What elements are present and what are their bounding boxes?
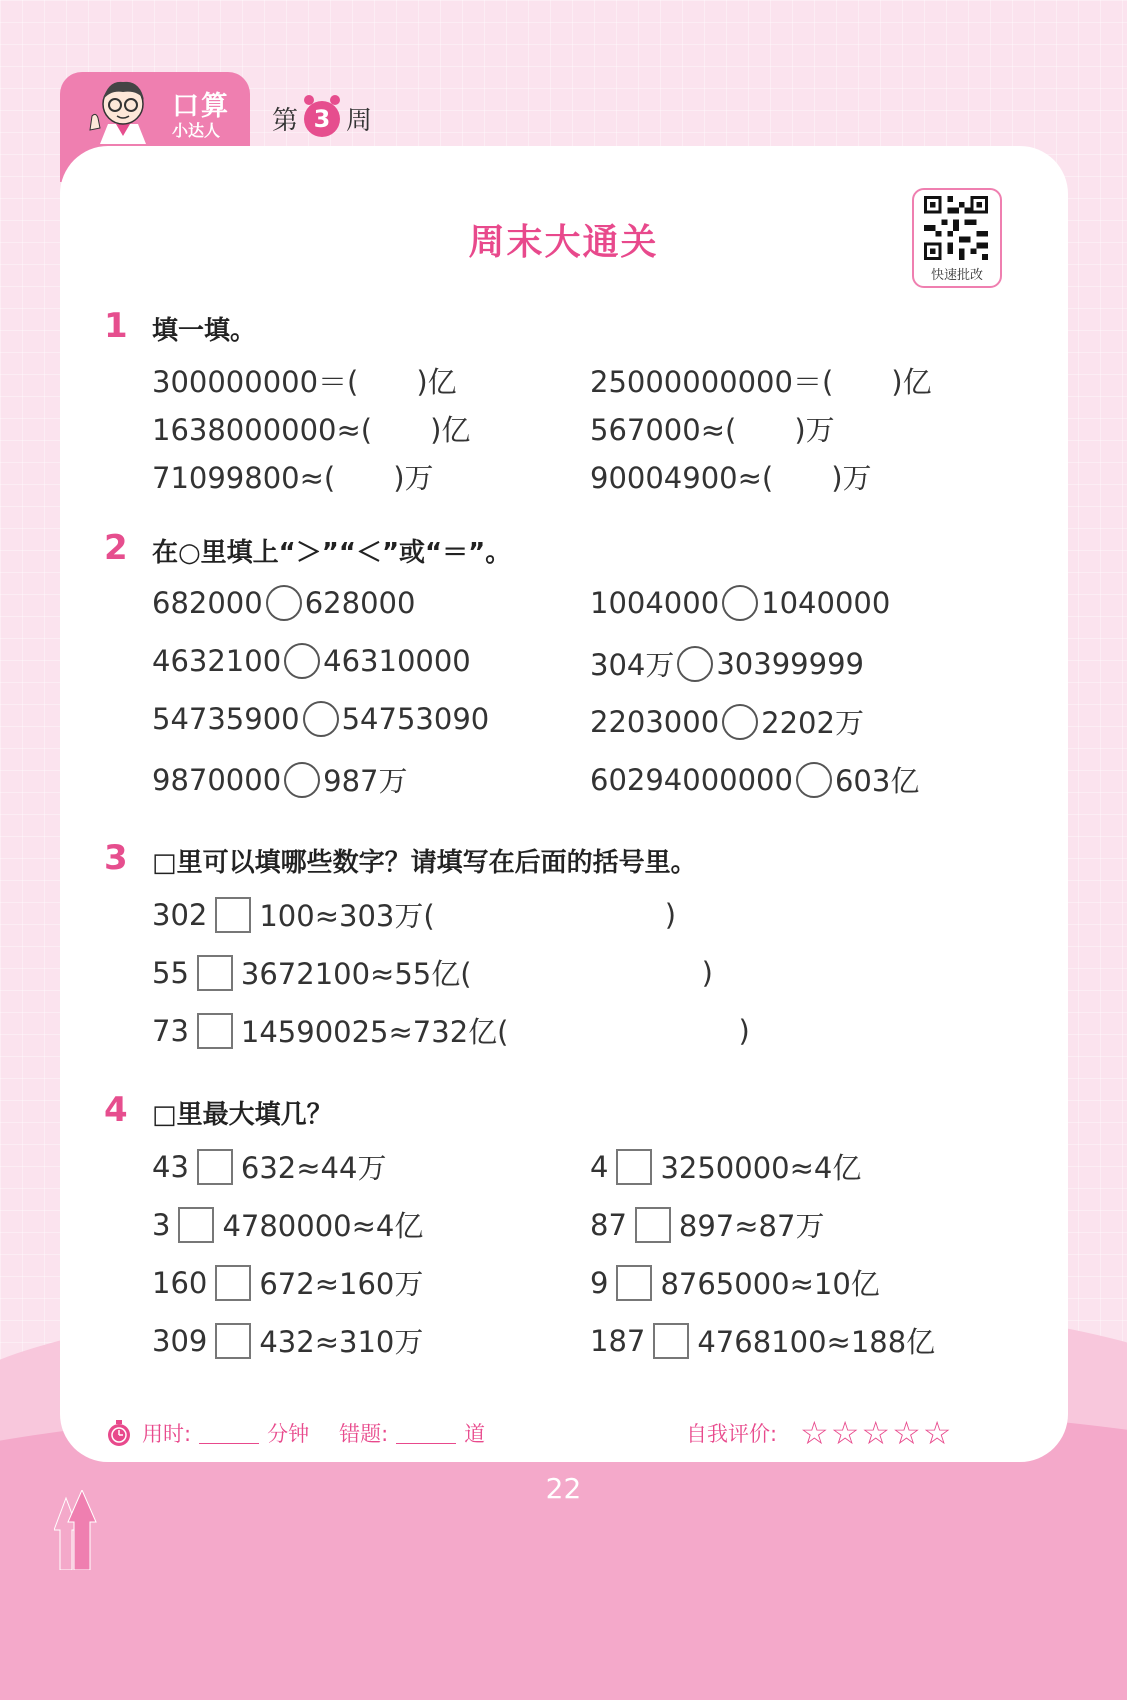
arrow-decoration-icon [54, 1490, 98, 1570]
prefix-digits: 160 [152, 1265, 208, 1300]
right-value: 30399999 [716, 646, 864, 681]
prefix-digits: 87 [590, 1207, 627, 1242]
compare-circle[interactable] [284, 643, 320, 679]
compare-circle[interactable] [722, 704, 758, 740]
max-digit-item [590, 1262, 880, 1303]
compare-circle[interactable] [677, 646, 713, 682]
prefix-digits: 9 [590, 1265, 609, 1300]
week-prefix: 第 [272, 106, 299, 136]
right-value: 987万 [323, 764, 408, 798]
digit-box[interactable] [197, 955, 233, 991]
prefix-digits: 3 [152, 1207, 171, 1242]
suffix-expression: 632≈44万 [240, 1151, 387, 1185]
left-value: 60294000000 [590, 762, 793, 797]
compare-item [590, 759, 919, 800]
digit-box[interactable] [616, 1265, 652, 1301]
suffix-expression: 100≈303万( [259, 899, 435, 933]
prefix-digits: 43 [152, 1149, 189, 1184]
right-value: 54753090 [341, 702, 490, 736]
fill-item: 71099800≈( )万 [152, 461, 434, 495]
digit-box[interactable] [197, 1013, 233, 1049]
digit-box[interactable] [653, 1323, 689, 1359]
compare-circle[interactable] [266, 585, 302, 621]
suffix-expression: 8765000≈10亿 [660, 1267, 880, 1301]
right-value: 603亿 [834, 764, 920, 798]
fill-item: 300000000＝( )亿 [152, 365, 457, 399]
digit-range-item [152, 1010, 750, 1051]
suffix-expression: 3672100≈55亿( [240, 957, 472, 991]
prefix-digits: 55 [152, 955, 189, 990]
fill-item: 567000≈( )万 [590, 413, 835, 447]
digit-box[interactable] [635, 1207, 671, 1243]
section-4-instruction: □里最大填几？ [152, 1100, 333, 1130]
qr-caption: 快速批改 [930, 268, 983, 283]
week-number-badge: 3 [304, 101, 340, 137]
section-2-number: 2 [104, 528, 128, 568]
time-unit: 分钟 [267, 1422, 310, 1446]
week-suffix: 周 [346, 106, 373, 136]
prefix-digits: 302 [152, 897, 208, 932]
error-unit: 道 [464, 1422, 486, 1446]
compare-item [590, 643, 864, 684]
digit-box[interactable] [197, 1149, 233, 1185]
page-number: 22 [545, 1472, 582, 1505]
week-label [272, 100, 372, 137]
suffix-expression: 4768100≈188亿 [697, 1325, 936, 1359]
stopwatch-icon [104, 1418, 134, 1448]
suffix-expression: 3250000≈4亿 [660, 1151, 862, 1185]
right-value: 1040000 [761, 586, 891, 620]
left-value: 54735900 [152, 702, 300, 736]
compare-item [590, 585, 890, 621]
compare-item [152, 701, 489, 737]
digit-box[interactable] [215, 1265, 251, 1301]
error-label: 错题: [339, 1422, 389, 1446]
section-2-instruction: 在○里填上“＞”“＜”或“＝”。 [152, 538, 512, 568]
digit-box[interactable] [178, 1207, 214, 1243]
qr-code-icon [923, 196, 989, 260]
time-blank[interactable] [199, 1423, 259, 1444]
fill-item: 90004900≈( )万 [590, 461, 872, 495]
tab-title: 口算 [172, 91, 230, 122]
left-value: 4632100 [152, 644, 282, 678]
right-value: 46310000 [323, 644, 471, 678]
left-value: 9870000 [152, 762, 282, 797]
prefix-digits: 4 [590, 1149, 609, 1184]
left-value: 682000 [152, 586, 263, 620]
self-rating [686, 1418, 777, 1448]
prefix-digits: 187 [590, 1323, 646, 1358]
right-value: 2202万 [761, 706, 864, 740]
rating-label: 自我评价: [686, 1422, 778, 1446]
left-value: 304万 [590, 648, 675, 682]
max-digit-item [152, 1262, 423, 1303]
max-digit-item [152, 1204, 423, 1245]
compare-item [152, 643, 471, 679]
qr-code[interactable] [912, 188, 1002, 288]
section-4-number: 4 [104, 1090, 128, 1130]
max-digit-item [590, 1320, 935, 1361]
tab-subtitle: 小达人 [172, 121, 221, 140]
error-blank[interactable] [396, 1423, 456, 1444]
left-value: 1004000 [590, 586, 720, 620]
fill-item: 25000000000＝( )亿 [590, 365, 932, 399]
digit-box[interactable] [215, 1323, 251, 1359]
compare-item [152, 759, 408, 800]
max-digit-item [152, 1146, 386, 1187]
digit-range-item [152, 894, 676, 935]
time-label: 用时: [142, 1422, 192, 1446]
suffix-expression: 432≈310万 [259, 1325, 424, 1359]
compare-circle[interactable] [284, 762, 320, 798]
section-3-instruction: □里可以填哪些数字？请填写在后面的括号里。 [152, 848, 697, 878]
page-title: 周末大通关 [468, 222, 659, 263]
prefix-digits: 309 [152, 1323, 208, 1358]
prefix-digits: 73 [152, 1013, 189, 1048]
max-digit-item [590, 1204, 824, 1245]
section-1-instruction: 填一填。 [152, 316, 257, 346]
compare-item [590, 701, 864, 742]
right-value: 628000 [304, 586, 416, 620]
suffix-expression: 897≈87万 [678, 1209, 825, 1243]
digit-box[interactable] [616, 1149, 652, 1185]
digit-box[interactable] [215, 897, 251, 933]
max-digit-item [590, 1146, 861, 1187]
compare-item [152, 585, 415, 621]
mascot-icon [78, 72, 168, 148]
compare-circle[interactable] [303, 701, 339, 737]
compare-circle[interactable] [722, 585, 758, 621]
close-paren: ) [738, 1013, 750, 1048]
fill-item: 1638000000≈( )亿 [152, 413, 471, 447]
suffix-expression: 672≈160万 [259, 1267, 424, 1301]
suffix-expression: 14590025≈732亿( [240, 1015, 509, 1049]
time-record [104, 1418, 485, 1448]
digit-range-item [152, 952, 713, 993]
close-paren: ) [664, 897, 677, 932]
section-1-number: 1 [104, 306, 128, 346]
max-digit-item [152, 1320, 423, 1361]
rating-stars[interactable]: ☆☆☆☆☆ [800, 1414, 954, 1452]
suffix-expression: 4780000≈4亿 [222, 1209, 424, 1243]
section-3-number: 3 [104, 838, 128, 878]
close-paren: ) [701, 955, 713, 990]
left-value: 2203000 [590, 704, 720, 739]
compare-circle[interactable] [796, 762, 832, 798]
